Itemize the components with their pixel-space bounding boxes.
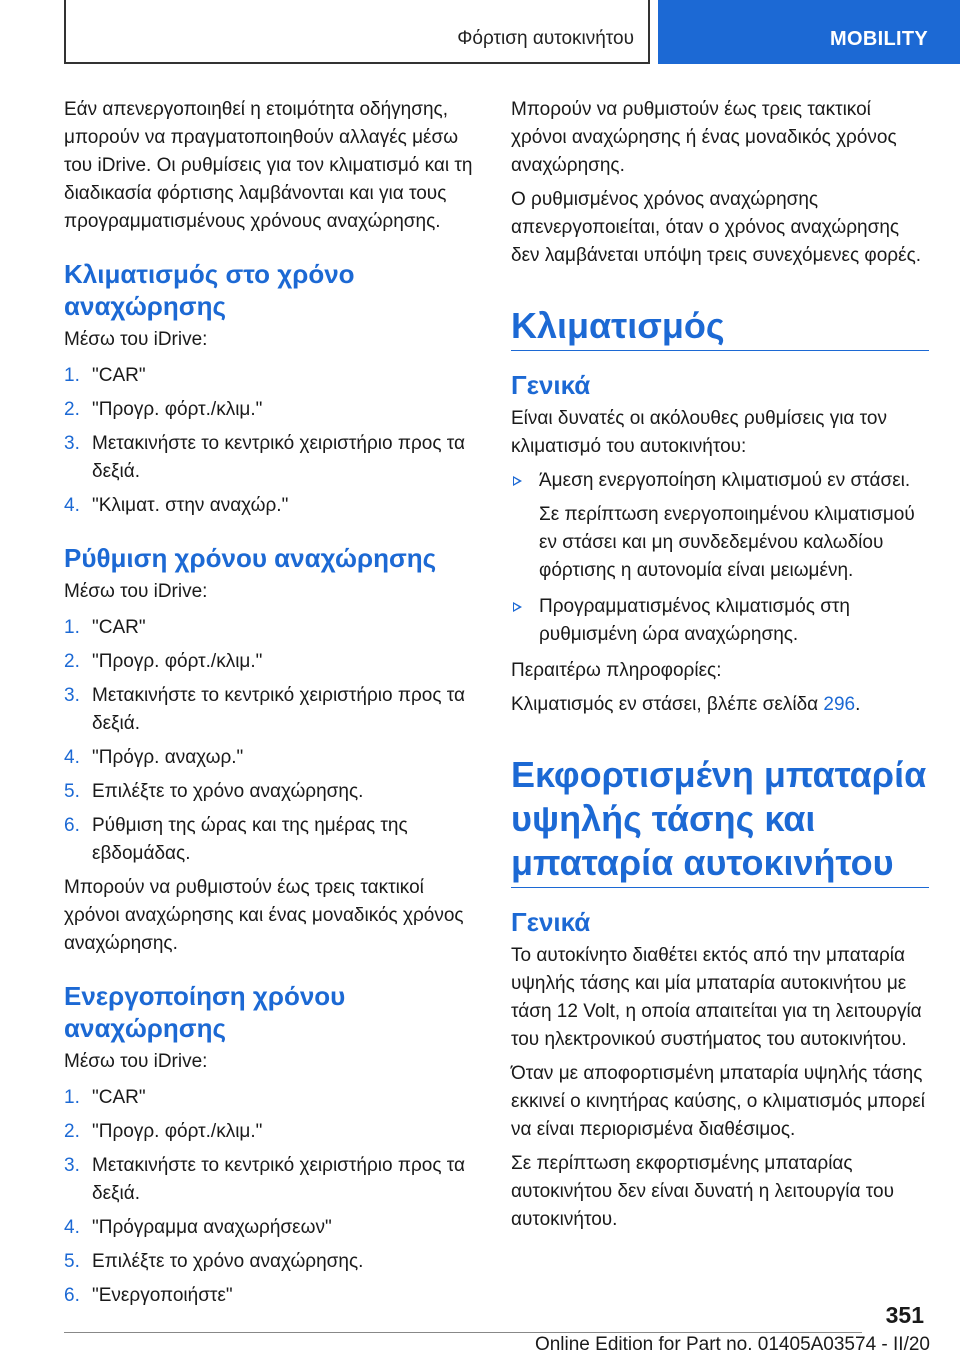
footer-divider: [64, 1332, 862, 1333]
set-departure-steps: [64, 614, 482, 868]
triangle-bullet-icon: [513, 476, 522, 486]
climate-section-heading: Κλιματισμός: [511, 304, 929, 351]
list-item: 3. Μετακινήστε το κεντρικό χειριστήριο προς τα δεξιά.: [64, 433, 465, 482]
battery-general-heading: Γενικά: [511, 907, 591, 937]
left-column: [64, 96, 482, 1316]
mobility-tab-label: MOBILITY: [830, 28, 928, 50]
battery-paragraph-1: Το αυτοκίνητο διαθέτει εκτός από την μπαταρία υψηλής τάσης και μία μπαταρία αυτοκινήτου με τάση 12 Volt, η οποία απαιτείται για τη λειτουργία του ηλεκτρονικού συστήματος του αυτοκινήτου.: [511, 945, 922, 1050]
intro-paragraph: Εάν απενεργοποιηθεί η ετοιμότητα οδήγησης, μπορούν να πραγματοποιηθούν αλλαγές μέσω του iDrive. Οι ρυθμίσεις για τον κλιματισμό και τη διαδικασία φόρτισης λαμβάνονται και για τους προγραμματισμένους χρόνους αναχώρησης.: [64, 99, 473, 232]
list-item: Άμεση ενεργοποίηση κλιματισμού εν στάσει. Σε περίπτωση ενεργοποιημένου κλιματισμού εν στάσει και μη συνδεδεμένου καλωδίου φόρτισης η αυτονομία είναι μειωμένη.: [511, 467, 929, 585]
departure-deactivate-paragraph: Ο ρυθμισμένος χρόνος αναχώρησης απενεργοποιείται, όταν ο χρόνος αναχώρησης δεν λαμβάνεται υπόψη τρεις συνεχόμενες φορές.: [511, 189, 922, 266]
page-reference: Κλιματισμός εν στάσει, βλέπε σελίδα 296.: [511, 694, 861, 715]
list-item: 5. Επιλέξτε το χρόνο αναχώρησης.: [64, 781, 364, 802]
list-item: 1. "CAR": [64, 365, 146, 386]
via-idrive-text: Μέσω του iDrive:: [64, 329, 208, 350]
list-item: 2. "Προγρ. φόρτ./κλιμ.": [64, 1121, 263, 1142]
list-item: 3. Μετακινήστε το κεντρικό χειριστήριο προς τα δεξιά.: [64, 685, 465, 734]
climate-general-heading: Γενικά: [511, 370, 591, 400]
list-item: 6. "Ενεργοποιήστε": [64, 1285, 233, 1306]
list-item: 1. "CAR": [64, 1087, 146, 1108]
climate-departure-heading: Κλιματισμός στο χρόνο αναχώρησης: [64, 259, 355, 321]
activate-departure-steps: [64, 1084, 482, 1310]
right-column: [511, 96, 929, 1240]
climate-options-list: [511, 467, 929, 649]
page-link[interactable]: 296: [823, 694, 856, 715]
via-idrive-text: Μέσω του iDrive:: [64, 1051, 208, 1072]
list-item: 1. "CAR": [64, 617, 146, 638]
more-info-label: Περαιτέρω πληροφορίες:: [511, 660, 722, 681]
page-header: [0, 0, 960, 64]
battery-paragraph-3: Σε περίπτωση εκφορτισμένης μπαταρίας αυτοκινήτου δεν είναι δυνατή η λειτουργία του αυτοκινήτου.: [511, 1153, 894, 1230]
via-idrive-text: Μέσω του iDrive:: [64, 581, 208, 602]
page-number: 351: [885, 1302, 924, 1328]
header-frame: [64, 0, 650, 64]
list-item: 2. "Προγρ. φόρτ./κλιμ.": [64, 651, 263, 672]
departure-limit-paragraph: Μπορούν να ρυθμιστούν έως τρεις τακτικοί χρόνοι αναχώρησης ή ένας μοναδικός χρόνος αναχώρησης.: [511, 99, 897, 176]
climate-departure-steps: [64, 362, 482, 520]
battery-paragraph-2: Όταν με αποφορτισμένη μπαταρία υψηλής τάσης εκκινεί ο κινητήρας καύσης, ο κλιματισμός μπορεί να είναι περιορισμένα διαθέσιμος.: [511, 1063, 926, 1140]
list-item: 5. Επιλέξτε το χρόνο αναχώρησης.: [64, 1251, 364, 1272]
chapter-title: Φόρτιση αυτοκινήτου: [457, 28, 634, 49]
list-item: 4. "Πρόγρ. αναχωρ.": [64, 747, 244, 768]
battery-section-heading: Εκφορτισμένη μπαταρία υψηλής τάσης και μπαταρία αυτοκινήτου: [511, 753, 929, 888]
triangle-bullet-icon: [513, 602, 522, 612]
list-item: 3. Μετακινήστε το κεντρικό χειριστήριο προς τα δεξιά.: [64, 1155, 465, 1204]
list-item: 2. "Προγρ. φόρτ./κλιμ.": [64, 399, 263, 420]
activate-departure-heading: Ενεργοποίηση χρόνου αναχώρησης: [64, 981, 346, 1043]
list-item: 4. "Πρόγραμμα αναχωρήσεων": [64, 1217, 332, 1238]
edition-text: Online Edition for Part no. 01405A03574 - II/20: [534, 1334, 930, 1355]
list-item: 4. "Κλιματ. στην αναχώρ.": [64, 495, 289, 516]
set-departure-heading: Ρύθμιση χρόνου αναχώρησης: [64, 543, 437, 573]
departure-times-note: Μπορούν να ρυθμιστούν έως τρεις τακτικοί χρόνοι αναχώρησης και ένας μοναδικός χρόνος αναχώρησης.: [64, 877, 464, 954]
page-footer: [0, 1296, 960, 1362]
climate-intro: Είναι δυνατές οι ακόλουθες ρυθμίσεις για τον κλιματισμό του αυτοκινήτου:: [511, 408, 887, 457]
mobility-tab[interactable]: [658, 0, 960, 64]
list-item: 6. Ρύθμιση της ώρας και της ημέρας της εβδομάδας.: [64, 815, 408, 864]
list-item: Προγραμματισμένος κλιματισμός στη ρυθμισμένη ώρα αναχώρησης.: [511, 593, 929, 649]
